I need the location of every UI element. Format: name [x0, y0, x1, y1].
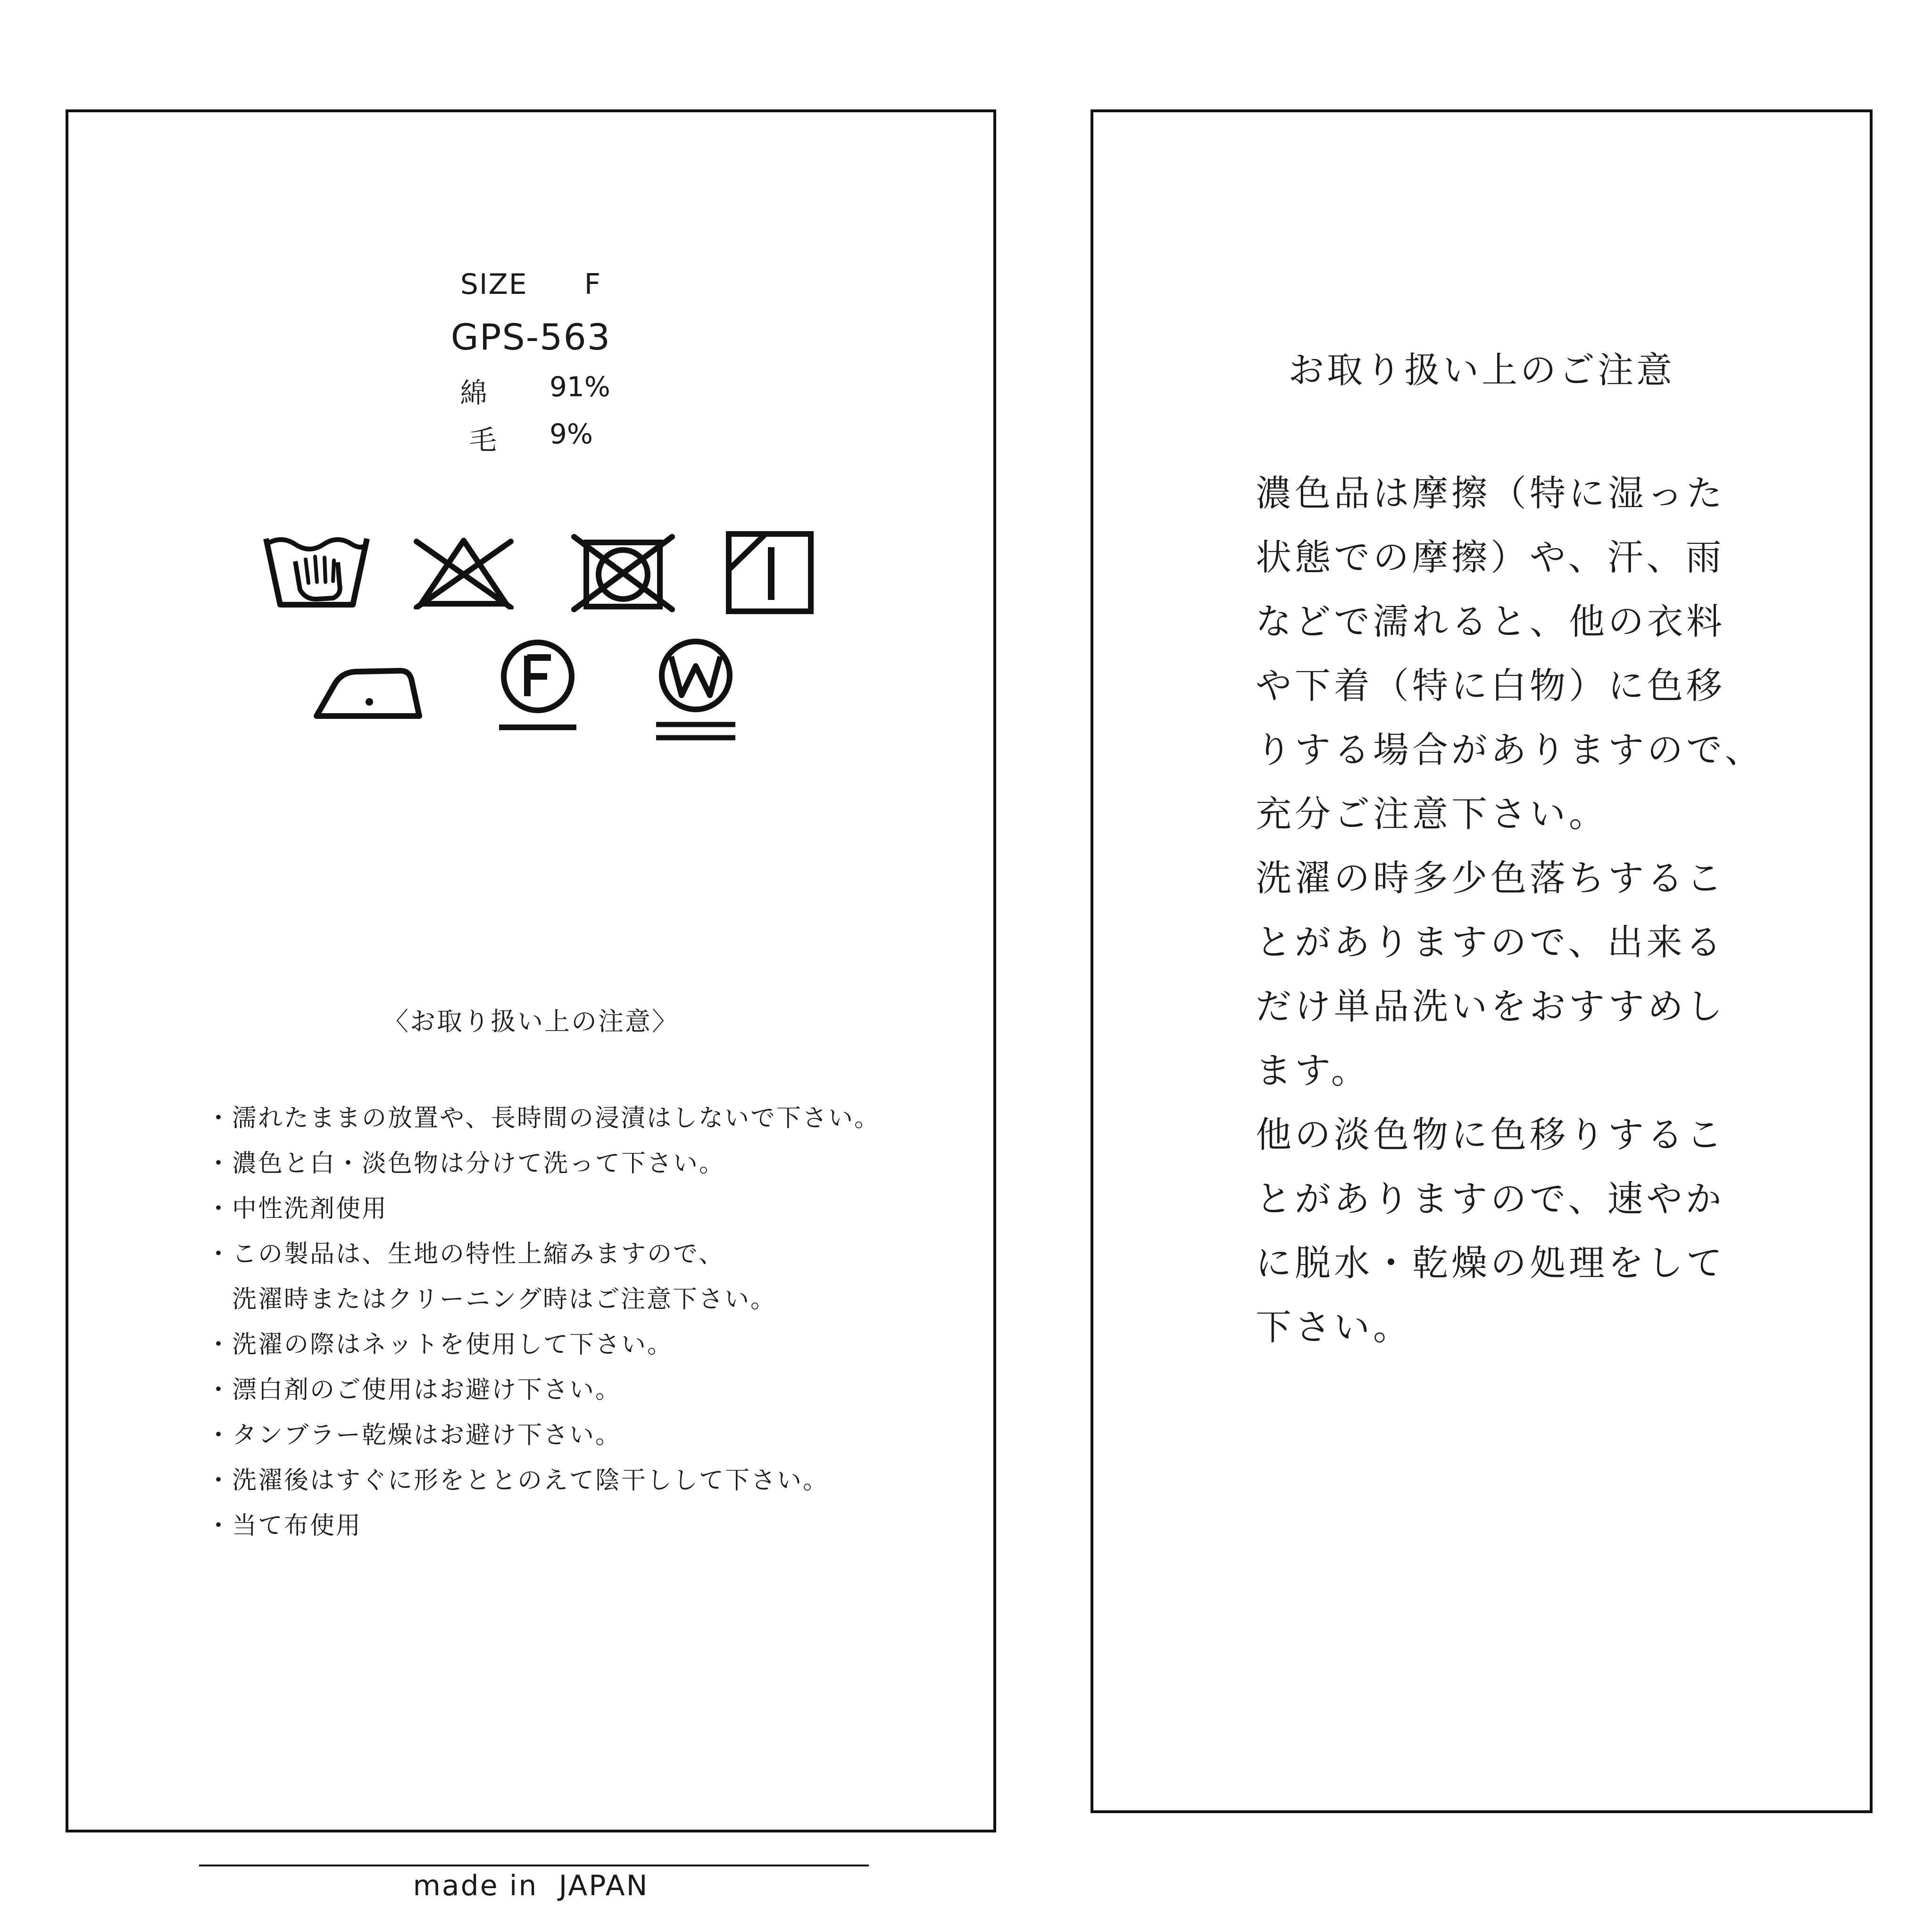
caution-line: に脱水・乾燥の処理をして [1256, 1242, 1725, 1284]
care-note: ・濃色と白・淡色物は分けて洗って下さい。 [206, 1149, 725, 1178]
size-value: F [584, 268, 602, 301]
care-note: ・濡れたままの放置や、長時間の浸漬はしないで下さい。 [206, 1104, 880, 1133]
iron-low-icon [313, 650, 426, 721]
caution-line: などで濡れると、他の衣料 [1256, 600, 1725, 642]
care-note: ・洗濯後はすぐに形をととのえて陰干しして下さい。 [206, 1466, 829, 1495]
caution-body [1256, 461, 1764, 1359]
caution-line: りする場合がありますので、 [1256, 729, 1764, 771]
caution-title: お取り扱い上のご注意 [1288, 349, 1675, 391]
caution-line: だけ単品洗いをおすすめし [1256, 985, 1726, 1027]
caution-line: とがありますので、速やか [1256, 1178, 1725, 1220]
caution-line: ます。 [1256, 1049, 1370, 1091]
origin-divider [199, 1865, 869, 1866]
care-note: ・この製品は、生地の特性上縮みますので、 [206, 1240, 724, 1268]
care-note: ・漂白剤のご使用はお避け下さい。 [206, 1376, 622, 1404]
caution-line: 充分ご注意下さい。 [1256, 793, 1608, 835]
size-line [68, 268, 993, 301]
care-label-left [66, 109, 996, 1902]
caution-line: 洗濯の時多少色落ちするこ [1256, 857, 1725, 899]
caution-line: とがありますので、出来る [1256, 921, 1725, 963]
caution-line: 下さい。 [1256, 1306, 1412, 1348]
wet-clean-w-icon [649, 637, 743, 745]
country-of-origin: made in JAPAN [413, 1869, 649, 1902]
model-number: GPS-563 [450, 316, 611, 358]
size-label: SIZE [460, 268, 528, 301]
no-bleach-icon [412, 534, 516, 609]
no-tumble-dry-icon [571, 532, 675, 612]
caution-line: 状態での摩擦）や、汗、雨 [1256, 536, 1725, 578]
caution-line: 濃色品は摩擦（特に湿った [1256, 472, 1725, 514]
composition-material: 綿 [460, 377, 488, 409]
notes-title: 〈お取り扱い上の注意〉 [383, 1007, 679, 1036]
composition-percent: 91% [550, 371, 610, 403]
dry-clean-f-icon [491, 637, 585, 736]
hand-wash-icon [262, 534, 371, 609]
care-notes-list [206, 1096, 880, 1549]
care-note: ・タンブラー乾燥はお避け下さい。 [206, 1421, 622, 1449]
care-label-right [1091, 109, 1873, 1813]
line-dry-shade-icon [725, 530, 815, 615]
care-note: 洗濯時またはクリーニング時はご注意下さい。 [206, 1285, 776, 1314]
care-note: ・洗濯の際はネットを使用して下さい。 [206, 1331, 674, 1359]
care-note: ・当て布使用 [206, 1512, 362, 1540]
composition-percent: 9% [550, 418, 593, 450]
care-note: ・中性洗剤使用 [206, 1195, 388, 1223]
composition-material: 毛 [469, 424, 497, 456]
caution-line: や下着（特に白物）に色移 [1256, 665, 1725, 707]
caution-line: 他の淡色物に色移りするこ [1256, 1114, 1725, 1156]
